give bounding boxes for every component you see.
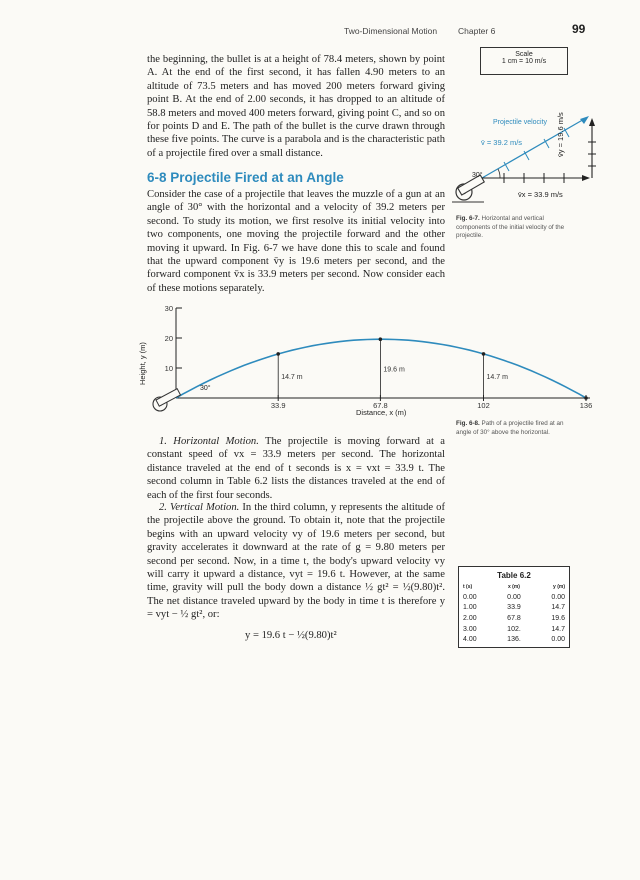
intro-paragraph — [147, 53, 445, 160]
table-row — [461, 592, 567, 603]
horizontal-motion-label: 1. Horizontal Motion. — [159, 436, 259, 447]
height-annotation: 14.7 m — [281, 373, 303, 381]
projectile-velocity-label: Projectile velocity — [492, 119, 548, 126]
fig67-caption — [456, 215, 576, 241]
scale-value: 1 cm = 10 m/s — [501, 58, 547, 65]
fig68-angle: 30° — [200, 385, 211, 392]
horizontal-motion-paragraph — [147, 435, 445, 502]
fig67-caption-text: Horizontal and vertical components of the initial velocity of the projectile. — [456, 215, 565, 240]
table-cell: 33.9 — [507, 604, 521, 612]
x-tick-label: 102 — [477, 401, 490, 410]
table-cell: 19.6 — [551, 614, 565, 622]
table-row — [461, 613, 567, 624]
vertical-motion-label: 2. Vertical Motion. — [159, 502, 240, 513]
x-tick-label: 33.9 — [270, 401, 286, 410]
table-cell: 14.7 — [551, 604, 565, 612]
section-title: 6-8 Projectile Fired at an Angle — [147, 170, 344, 185]
table-6-2-grid — [461, 582, 567, 645]
table-cell: 2.00 — [463, 614, 477, 622]
y-tick-label: 10 — [164, 364, 173, 373]
table-row — [461, 634, 567, 645]
scale-box — [480, 47, 568, 75]
table-row — [461, 603, 567, 614]
trajectory-chart — [146, 300, 606, 420]
table-row — [461, 624, 567, 635]
fig68-xlabel: Distance, x (m) — [356, 408, 407, 417]
table-title: Table 6.2 — [497, 571, 531, 580]
table-header-row — [461, 582, 567, 592]
table-cell: 136. — [507, 636, 521, 644]
table-cell: 67.8 — [507, 614, 521, 622]
cannon-icon — [452, 175, 484, 202]
table-cell: 4.00 — [463, 636, 477, 644]
fig68-cannon-icon — [153, 389, 180, 411]
fig68-caption-text: Path of a projectile fired at an angle of 30° above the horizontal. — [456, 420, 564, 436]
table-cell: 0.00 — [551, 636, 565, 644]
fig68-ylabel: Height, y (m) — [138, 342, 147, 385]
fig67-caption-num: Fig. 6-7. — [456, 215, 480, 222]
vy-label: v̄y = 19.6 m/s — [556, 112, 565, 157]
scale-title: Scale — [515, 51, 533, 58]
height-annotation: 19.6 m — [383, 366, 405, 374]
table-cell: 0.00 — [507, 593, 521, 601]
trajectory-point — [584, 396, 588, 400]
running-title: Two-Dimensional Motion — [344, 26, 438, 36]
chart-series — [176, 337, 588, 399]
section-paragraph — [147, 188, 445, 295]
section-text: Consider the case of a projectile that leaves the muzzle of a gun at an angle of 30° with the horizontal and a velocity of 39.2 meters per second. To study its motion, we first resolve its initial velocity into two components, one moving the projectile forward and the other moving it upward. In Fig. 6-7 we have done this to scale and found that the upward component v̄y is 19.6 meters per second, and the forward component v̄x is 33.9 meters per second. Now consider each of these motions separately. — [147, 189, 445, 294]
table-cell: 0.00 — [463, 593, 477, 601]
table-cell: 102. — [507, 625, 521, 633]
vertical-motion-text: In the third column, y represents the altitude of the projectile above the ground. To obtain it, note that the projectile begins with an upward velocity vy of 19.6 meters per second, but gravity accelerates it downward at the rate of g = 9.80 meters per second per second. Now, in a time t, the body's upward velocity vy will carry it upward a distance, vyt = 19.6 t. However, at the same time, gravity will pull the body down a distance ½ gt² = ½(9.80)t². The net distance traveled upward by the body in time t is therefore y = vyt − ½ gt², or: — [147, 502, 445, 621]
table-cell: 1.00 — [463, 604, 477, 612]
horizontal-motion-text: The projectile is moving forward at a constant speed of vx = 33.9 meters per second. The horizontal distance traveled at the end of t seconds is x = vxt = 33.9 t. The second column in Table 6.2 lists the distances traveled at the end of each of the first four seconds. — [147, 436, 445, 501]
table-header-y: y (m) — [553, 584, 565, 590]
projectile-velocity-value: v̄ = 39.2 m/s — [481, 138, 523, 147]
trajectory-curve — [176, 339, 586, 398]
fig68-caption — [456, 420, 576, 437]
chart-labels — [165, 304, 593, 410]
velocity-vector — [482, 118, 586, 178]
chapter-label: Chapter 6 — [458, 26, 496, 36]
x-tick-label: 136 — [579, 401, 593, 410]
table-header-x: x (m) — [508, 584, 520, 590]
table-cell: 3.00 — [463, 625, 477, 633]
height-annotation: 14.7 m — [486, 373, 508, 381]
fig68-caption-num: Fig. 6-8. — [456, 420, 480, 427]
fig67-angle: 30° — [472, 172, 483, 179]
table-6-2 — [458, 566, 570, 648]
motion-equation: y = 19.6 t − ½(9.80)t² — [245, 630, 337, 641]
vx-label: v̄x = 33.9 m/s — [518, 190, 563, 199]
y-tick-label: 20 — [164, 334, 173, 343]
table-header-t: t (s) — [463, 584, 473, 590]
table-cell: 0.00 — [551, 593, 565, 601]
vertical-motion-paragraph — [147, 501, 445, 622]
intro-text: the beginning, the bullet is at a height of 78.4 meters, shown by point A. At the end of the first second, it has fallen 4.90 meters to an altitude of 73.5 meters and has moved 200 meters forward giving point B. At the end of 2.00 seconds, it has dropped to an altitude of 58.8 meters and moved 400 meters forward, giving point C, and so on for points D and E. The path of the bullet is the curve drawn through these five points. The curve is a parabola and is the characteristic path of a projectile fired over a small distance. — [147, 54, 445, 159]
table-cell: 14.7 — [551, 625, 565, 633]
page-number: 99 — [572, 22, 586, 36]
table-body — [461, 592, 567, 645]
x-tick-label: 67.8 — [373, 401, 388, 410]
y-tick-label: 30 — [164, 304, 173, 313]
chart-axes — [176, 308, 590, 401]
